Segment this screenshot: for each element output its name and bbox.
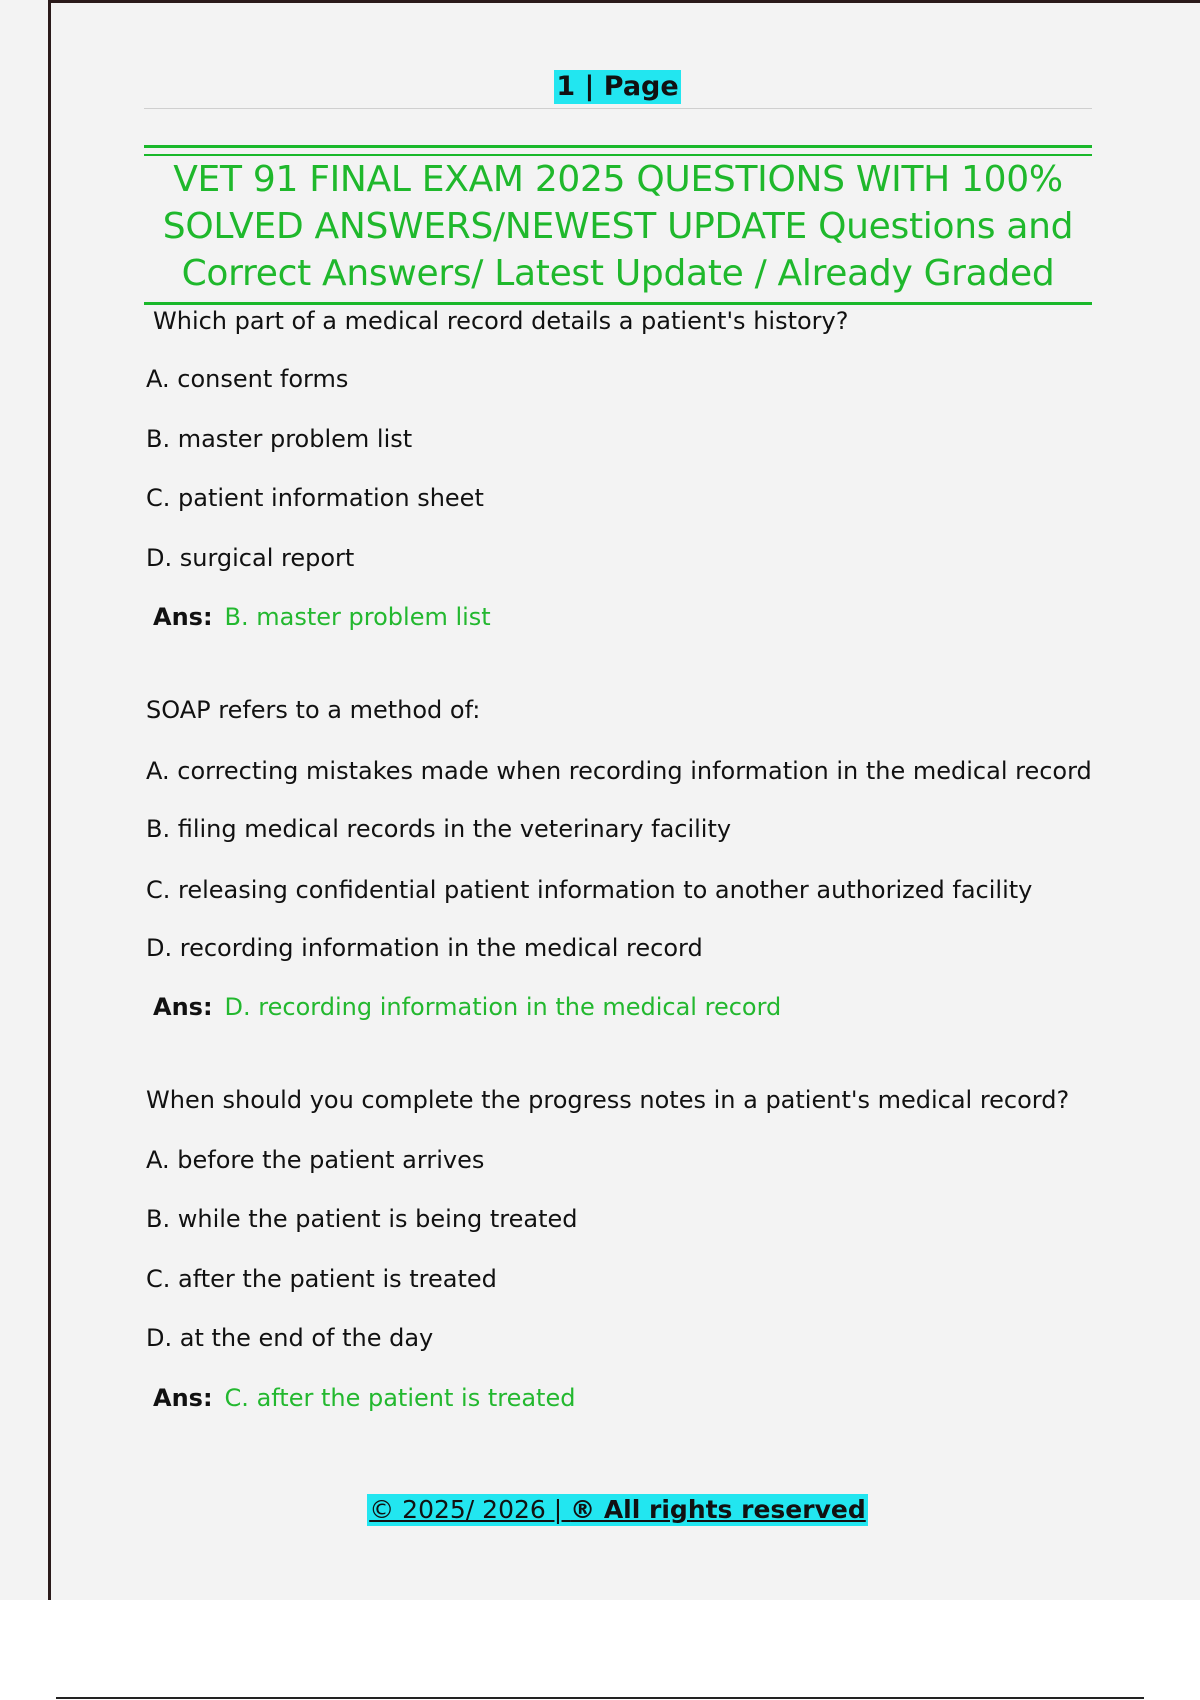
page-number: 1 | Page (556, 71, 679, 102)
page-left-border (48, 0, 51, 1600)
answer-option: D. recording information in the medical record (146, 934, 703, 962)
answer-option: A. correcting mistakes made when recording information in the medical record (146, 757, 1092, 785)
header-divider (144, 108, 1092, 109)
answer-option: C. after the patient is treated (146, 1265, 497, 1293)
copyright-notice (367, 1494, 868, 1526)
answer-label: Ans: (153, 1384, 213, 1412)
answer-option: B. while the patient is being treated (146, 1205, 578, 1233)
bottom-divider (56, 1697, 1144, 1699)
answer-option: A. before the patient arrives (146, 1146, 485, 1174)
page-footer (0, 1494, 1200, 1526)
question-text: When should you complete the progress notes in a patient's medical record? (146, 1086, 1070, 1114)
title-rule-bottom (144, 302, 1092, 305)
rights-reserved: ® All rights reserved (570, 1495, 866, 1524)
answer-option: C. releasing confidential patient information to another authorized facility (146, 876, 1033, 904)
document-title (144, 156, 1092, 297)
answer-line (153, 1383, 575, 1413)
answer-option: D. at the end of the day (146, 1324, 434, 1352)
title-line: VET 91 FINAL EXAM 2025 QUESTIONS WITH 100% (173, 159, 1063, 200)
answer-line (153, 992, 781, 1022)
correct-answer: D. recording information in the medical record (224, 993, 782, 1021)
page-top-border (48, 0, 1200, 3)
answer-option: B. filing medical records in the veterinary facility (146, 815, 732, 843)
title-rule-top (144, 145, 1092, 148)
correct-answer: C. after the patient is treated (224, 1384, 576, 1412)
answer-option: A. consent forms (146, 365, 349, 393)
answer-option: C. patient information sheet (146, 484, 484, 512)
question-text: SOAP refers to a method of: (146, 696, 481, 724)
answer-label: Ans: (153, 603, 213, 631)
correct-answer: B. master problem list (224, 603, 491, 631)
answer-line (153, 602, 491, 632)
page-header (0, 70, 1200, 104)
answer-option: D. surgical report (146, 544, 355, 572)
answer-option: B. master problem list (146, 425, 413, 453)
question-text: Which part of a medical record details a patient's history? (153, 307, 849, 335)
title-line: SOLVED ANSWERS/NEWEST UPDATE Questions and (162, 206, 1074, 247)
title-line: Correct Answers/ Latest Update / Already Graded (181, 253, 1055, 294)
answer-label: Ans: (153, 993, 213, 1021)
copyright-years: © 2025/ 2026 | (369, 1495, 571, 1524)
